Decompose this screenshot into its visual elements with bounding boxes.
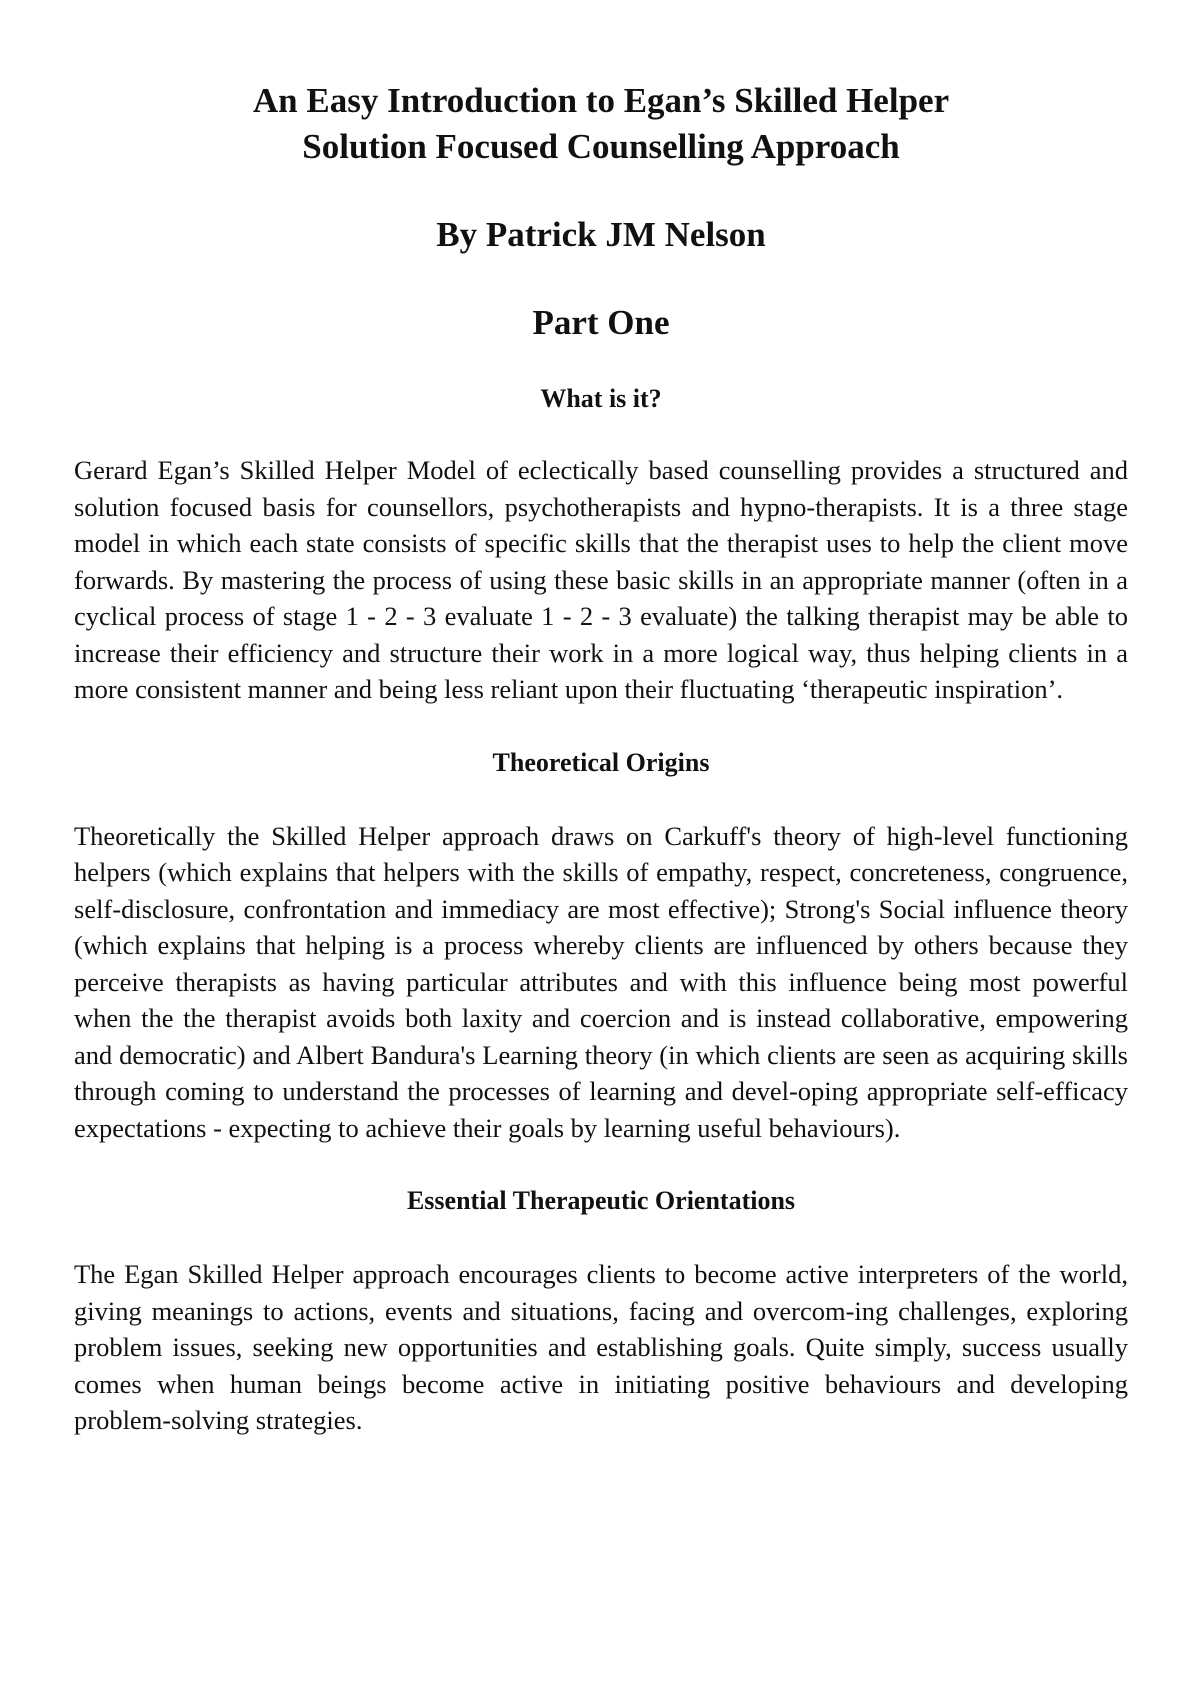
section-body-theoretical-origins: Theoretically the Skilled Helper approach draws on Carkuff's theory of high-level functioning helpers (which explains that helpers with the skills of empathy, respect, concreteness, congruence, self-disclosure, confrontation and immediacy are most effective); Strong's Social influence theory (which explains that helping is a process whereby clients are influenced by others because they perceive therapists as having particular attributes and with this influence being most powerful when the the therapist avoids both laxity and coercion and is instead collaborative, empowering and democratic) and Albert Bandura's Learning theory (in which clients are seen as acquiring skills through coming to understand the processes of learning and devel-oping appropriate self-efficacy expectations - expecting to achieve their goals by learning useful behaviours). (74, 820, 1128, 1143)
section-heading-theoretical-origins: Theoretical Origins (492, 747, 710, 777)
document-page (74, 78, 1128, 1439)
author-byline: By Patrick JM Nelson (436, 215, 766, 254)
section-heading-what-is-it: What is it? (540, 384, 662, 413)
title-line-2: Solution Focused Counselling Approach (302, 127, 900, 166)
section-body-essential-orientations: The Egan Skilled Helper approach encourages clients to become active interpreters of the world, giving meanings to actions, events and situations, facing and overcom-ing challenges, exploring problem issues, seeking new opportunities and establishing goals. Quite simply, success usually comes when human beings become active in initiating positive behaviours and developing problem-solving strategies. (74, 1259, 1128, 1435)
title-line-1: An Easy Introduction to Egan’s Skilled Helper (252, 81, 950, 120)
document-title (74, 78, 1128, 170)
part-heading: Part One (532, 303, 670, 342)
section-body-what-is-it: Gerard Egan’s Skilled Helper Model of eclectically based counselling provides a structured and solution focused basis for counsellors, psychotherapists and hypno-therapists. It is a three stage model in which each state consists of specific skills that the therapist uses to help the client move forwards. By mastering the process of using these basic skills in an appropriate manner (often in a cyclical process of stage 1 - 2 - 3 evaluate 1 - 2 - 3 evaluate) the talking therapist may be able to increase their efficiency and structure their work in a more logical way, thus helping clients in a more consistent manner and being less reliant upon their fluctuating ‘therapeutic inspiration’. (74, 455, 1128, 704)
section-heading-essential-orientations: Essential Therapeutic Orientations (406, 1186, 796, 1215)
